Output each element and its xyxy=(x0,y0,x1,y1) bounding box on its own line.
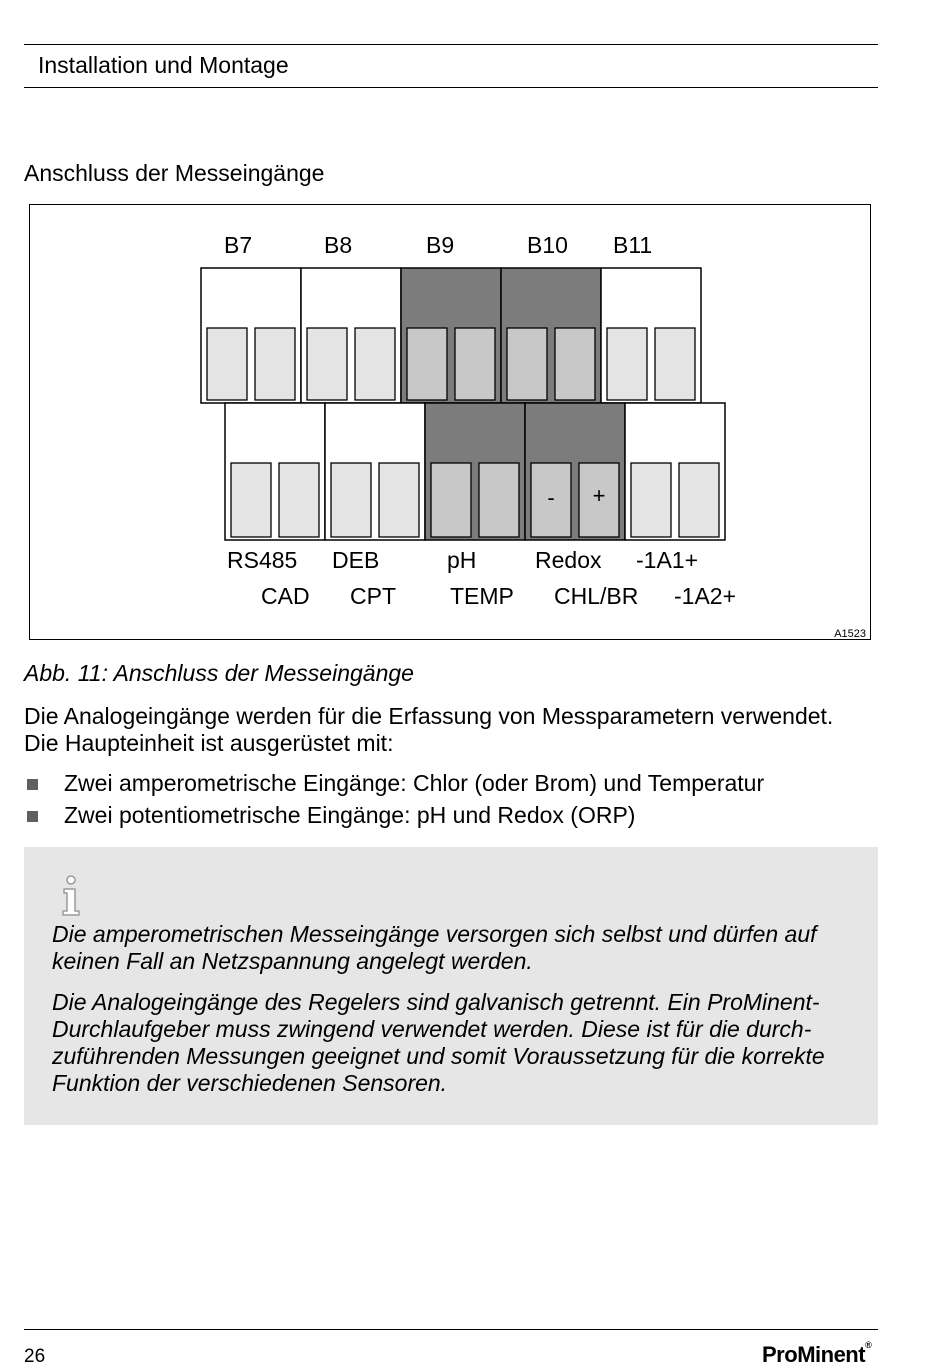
slot xyxy=(279,463,319,537)
signal-label-cpt: CPT xyxy=(350,583,396,609)
terminal-label-b8: B8 xyxy=(324,232,353,258)
slot xyxy=(631,463,671,537)
signal-label-cad: CAD xyxy=(261,583,310,609)
intro-paragraph xyxy=(24,703,833,757)
info-icon xyxy=(60,875,84,917)
signal-label-1a2: -1A2+ xyxy=(674,583,737,609)
note-paragraph-1 xyxy=(52,921,817,975)
signal-label-redox: Redox xyxy=(535,547,602,573)
note-line: Die amperometrischen Messeingänge versorgen sich selbst und dürfen auf xyxy=(52,921,817,947)
note-line: Die Analogeingänge des Regelers sind galvanisch getrennt. Ein ProMinent- xyxy=(52,989,820,1015)
terminal-label-b10: B10 xyxy=(527,232,568,258)
slot xyxy=(355,328,395,400)
slot xyxy=(455,328,495,400)
slot xyxy=(207,328,247,400)
slot xyxy=(331,463,371,537)
section-title: Anschluss der Messeingänge xyxy=(24,160,325,186)
header-title: Installation und Montage xyxy=(38,52,289,78)
signal-label-ph: pH xyxy=(447,547,477,573)
signal-label-chl-br: CHL/BR xyxy=(554,583,639,609)
signal-label-rs485: RS485 xyxy=(227,547,298,573)
slot xyxy=(479,463,519,537)
polarity-plus-label: + xyxy=(592,483,606,508)
terminal-row-top xyxy=(201,268,701,403)
note-line: Durchlaufgeber muss zwingend verwendet werden. Diese ist für die durch- xyxy=(52,1016,812,1042)
note-line: Funktion der verschiedenen Sensoren. xyxy=(52,1070,448,1096)
terminal-label-b7: B7 xyxy=(224,232,253,258)
slot xyxy=(231,463,271,537)
slot xyxy=(379,463,419,537)
signal-label-deb: DEB xyxy=(332,547,380,573)
signal-label-temp: TEMP xyxy=(450,583,514,609)
footer-rule xyxy=(24,1329,878,1330)
bullet-square-icon xyxy=(27,779,38,790)
brand-logo-pro: Pro xyxy=(762,1342,798,1367)
note-paragraph-2 xyxy=(52,989,825,1097)
page-number: 26 xyxy=(24,1346,46,1367)
header-top-rule xyxy=(24,44,878,45)
slot xyxy=(407,328,447,400)
slot xyxy=(255,328,295,400)
figure-caption: Abb. 11: Anschluss der Messeingänge xyxy=(24,660,414,686)
header-bottom-rule xyxy=(24,87,878,88)
polarity-minus-label: - xyxy=(547,485,555,510)
terminal-diagram-svg xyxy=(30,205,872,641)
slot xyxy=(507,328,547,400)
terminal-label-b11: B11 xyxy=(613,232,653,258)
slot xyxy=(607,328,647,400)
registered-mark: ® xyxy=(865,1340,872,1350)
note-line: zuführenden Messungen geeignet und somit Voraussetzung für die korrekte xyxy=(52,1043,825,1069)
slot xyxy=(431,463,471,537)
brand-logo xyxy=(762,1342,871,1368)
slot xyxy=(555,328,595,400)
list-item-text: Zwei amperometrische Eingänge: Chlor (oder Brom) und Temperatur xyxy=(64,770,765,796)
slot xyxy=(655,328,695,400)
terminal-row-bottom xyxy=(225,403,725,540)
terminal-label-b9: B9 xyxy=(426,232,455,258)
slot xyxy=(679,463,719,537)
list-item-text: Zwei potentiometrische Eingänge: pH und Redox (ORP) xyxy=(64,802,636,828)
note-line: keinen Fall an Netzspannung angelegt werden. xyxy=(52,948,533,974)
intro-line: Die Haupteinheit ist ausgerüstet mit: xyxy=(24,730,394,756)
signal-label-1a1: -1A1+ xyxy=(636,547,699,573)
intro-line: Die Analogeingänge werden für die Erfassung von Messparametern verwendet. xyxy=(24,703,834,729)
brand-logo-minent: Minent xyxy=(797,1342,866,1367)
info-note xyxy=(24,847,878,1125)
figure-id: A1523 xyxy=(834,628,866,640)
bullet-square-icon xyxy=(27,811,38,822)
terminal-diagram xyxy=(29,204,871,640)
slot xyxy=(307,328,347,400)
